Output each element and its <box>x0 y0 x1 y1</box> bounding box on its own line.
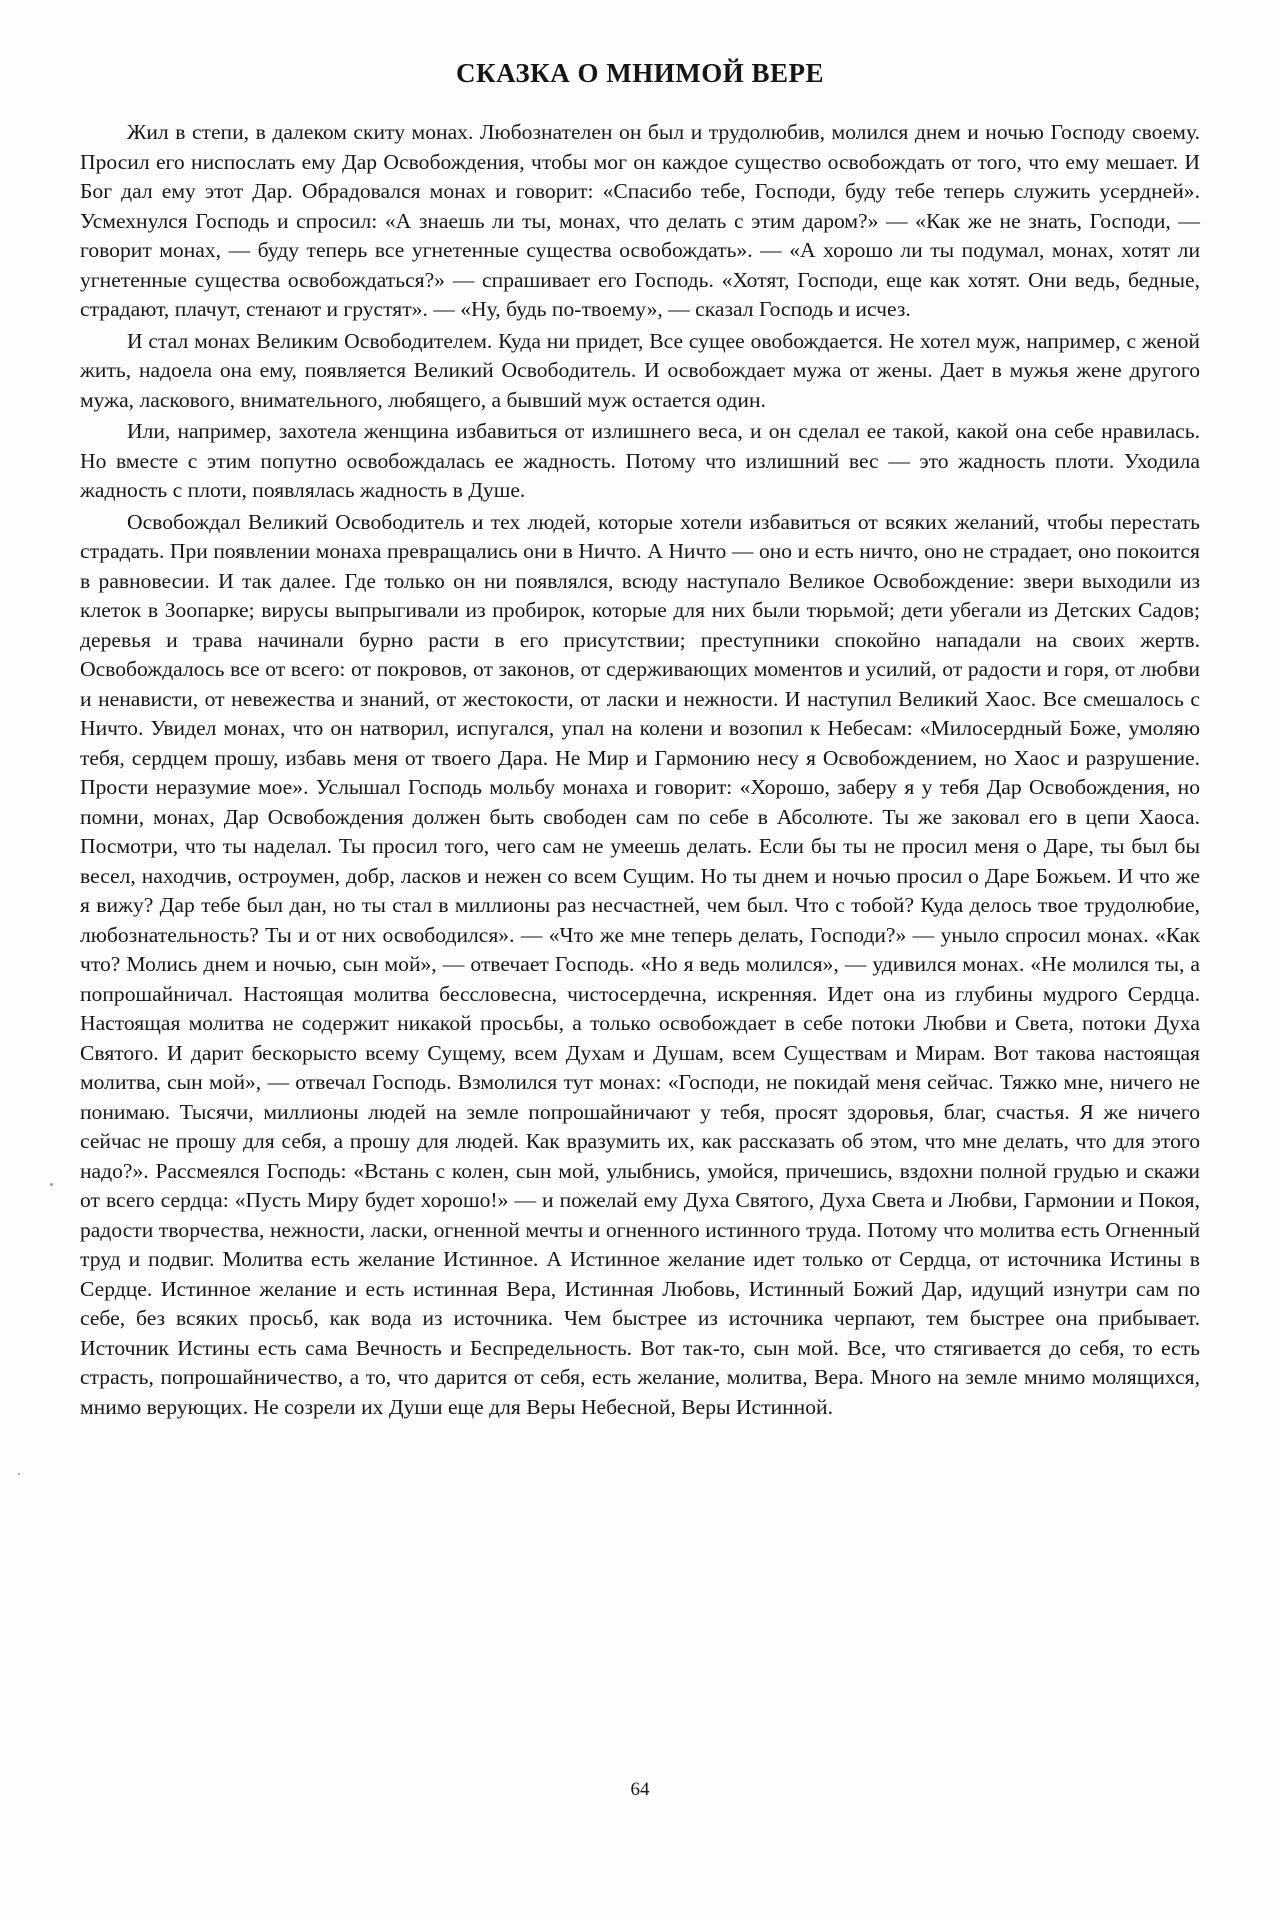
paragraph: Жил в степи, в далеком скиту монах. Любознателен он был и трудолюбив, молился днем и ночью Господу своему. Просил его ниспослать ему Дар Освобождения, чтобы мог он каждое существо освобождать от того, что ему мешает. И Бог дал ему этот Дар. Обрадовался монах и говорит: «Спасибо тебе, Господи, буду тебе теперь служить усердней». Усмехнулся Господь и спросил: «А знаешь ли ты, монах, что делать с этим даром?» — «Как же не знать, Господи, — говорит монах, — буду теперь все угнетенные существа освобождать». — «А хорошо ли ты подумал, монах, хотят ли угнетенные существа освобождаться?» — спрашивает его Господь. «Хотят, Господи, еще как хотят. Они ведь, бедные, страдают, плачут, стенают и грустят». — «Ну, будь по-твоему», — сказал Господь и исчез. <box>80 120 1200 321</box>
paragraph: И стал монах Великим Освободителем. Куда ни придет, Все сущее овобождается. Не хотел муж, например, с женой жить, надоела она ему, появляется Великий Освободитель. И освобождает мужа от жены. Дает в мужья жене другого мужа, ласкового, внимательного, любящего, а бывший муж остается один. <box>80 328 1200 412</box>
body-text <box>80 118 1200 1424</box>
paragraph: Освобождал Великий Освободитель и тех людей, которые хотели избавиться от всяких желаний, чтобы перестать страдать. При появлении монаха превращались они в Ничто. А Ничто — оно и есть ничто, оно не страдает, оно покоится в равновесии. И так далее. Где только он ни появлялся, всюду наступало Великое Освобождение: звери выходили из клеток в Зоопарке; вирусы выпрыгивали из пробирок, которые для них были тюрьмой; дети убегали из Детских Садов; деревья и трава начинали бурно расти в его присутствии; преступники спокойно нападали на своих жертв. Освобождалось все от всего: от покровов, от законов, от сдерживающих моментов и усилий, от радости и горя, от любви и ненависти, от невежества и знаний, от жестокости, от ласки и нежности. И наступил Великий Хаос. Все смешалось с Ничто. Увидел монах, что он натворил, испугался, упал на колени и возопил к Небесам: «Милосердный Боже, умоляю тебя, сердцем прошу, избавь меня от твоего Дара. Не Мир и Гармонию несу я Освобождением, но Хаос и разрушение. Прости неразумие мое». Услышал Господь мольбу монаха и говорит: «Хорошо, заберу я у тебя Дар Освобождения, но помни, монах, Дар Освобождения должен быть свободен сам по себе в Абсолюте. Ты же заковал его в цепи Хаоса. Посмотри, что ты наделал. Ты просил того, чего сам не умеешь делать. Если бы ты не просил меня о Даре, ты был бы весел, находчив, остроумен, добр, ласков и нежен со всем Сущим. Но ты днем и ночью просил о Даре Божьем. И что же я вижу? Дар тебе был дан, но ты стал в миллионы раз несчастней, чем был. Что с тобой? Куда делось твое трудолюбие, любознательность? Ты и от них освободился». — «Что же мне теперь делать, Господи?» — уныло спросил монах. «Как что? Молись днем и ночью, сын мой», — отвечает Господь. «Но я ведь молился», — удивился монах. «Не молился ты, а попрошайничал. Настоящая молитва бессловесна, чистосердечна, искренняя. Идет она из глубины мудрого Сердца. Настоящая молитва не содержит никакой просьбы, а только освобождает в себе потоки Любви и Света, потоки Духа Святого. И дарит бескорысто всему Сущему, всем Духам и Душам, всем Существам и Мирам. Вот такова настоящая молитва, сын мой», — отвечал Господь. Взмолился тут монах: «Господи, не покидай меня сейчас. Тяжко мне, ничего не понимаю. Тысячи, миллионы людей на земле попрошайничают у тебя, просят здоровья, благ, счастья. Я же ничего сейчас не прошу для себя, а прошу для людей. Как вразумить их, как рассказать об этом, что мне делать, что для этого надо?». Рассмеялся Господь: «Встань с колен, сын мой, улыбнись, умойся, причешись, вздохни полной грудью и скажи от всего сердца: «Пусть Миру будет хорошо!» — и пожелай ему Духа Святого, Духа Света и Любви, Гармонии и Покоя, радости творчества, нежности, ласки, огненной мечты и огненного истинного труда. Потому что молитва есть Огненный труд и подвиг. Молитва есть желание Истинное. А Истинное желание идет только от Сердца, от источника Истины в Сердце. Истинное желание и есть истинная Вера, Истинная Любовь, Истинный Божий Дар, идущий изнутри сам по себе, без всяких просьб, как вода из источника. Чем быстрее из источника черпают, тем быстрее она прибывает. Источник Истины есть сама Вечность и Беспредельность. Вот так-то, сын мой. Все, что стягивается до себя, то есть страсть, попрошайничество, а то, что дарится от себя, есть желание, молитва, Вера. Много на земле мнимо молящихся, мнимо верующих. Не созрели их Души еще для Веры Небесной, Веры Истинной. <box>80 509 1200 1419</box>
scan-speck <box>18 1473 20 1475</box>
page-number: 64 <box>630 1779 650 1800</box>
scan-speck <box>50 1183 53 1186</box>
paragraph: Или, например, захотела женщина избавиться от излишнего веса, и он сделал ее такой, какой она себе нравилась. Но вместе с этим попутно освобождалась ее жадность. Потому что излишний вес — это жадность плоти. Уходила жадность с плоти, появлялась жадность в Душе. <box>80 419 1200 502</box>
page-title: СКАЗКА О МНИМОЙ ВЕРЕ <box>456 58 824 88</box>
